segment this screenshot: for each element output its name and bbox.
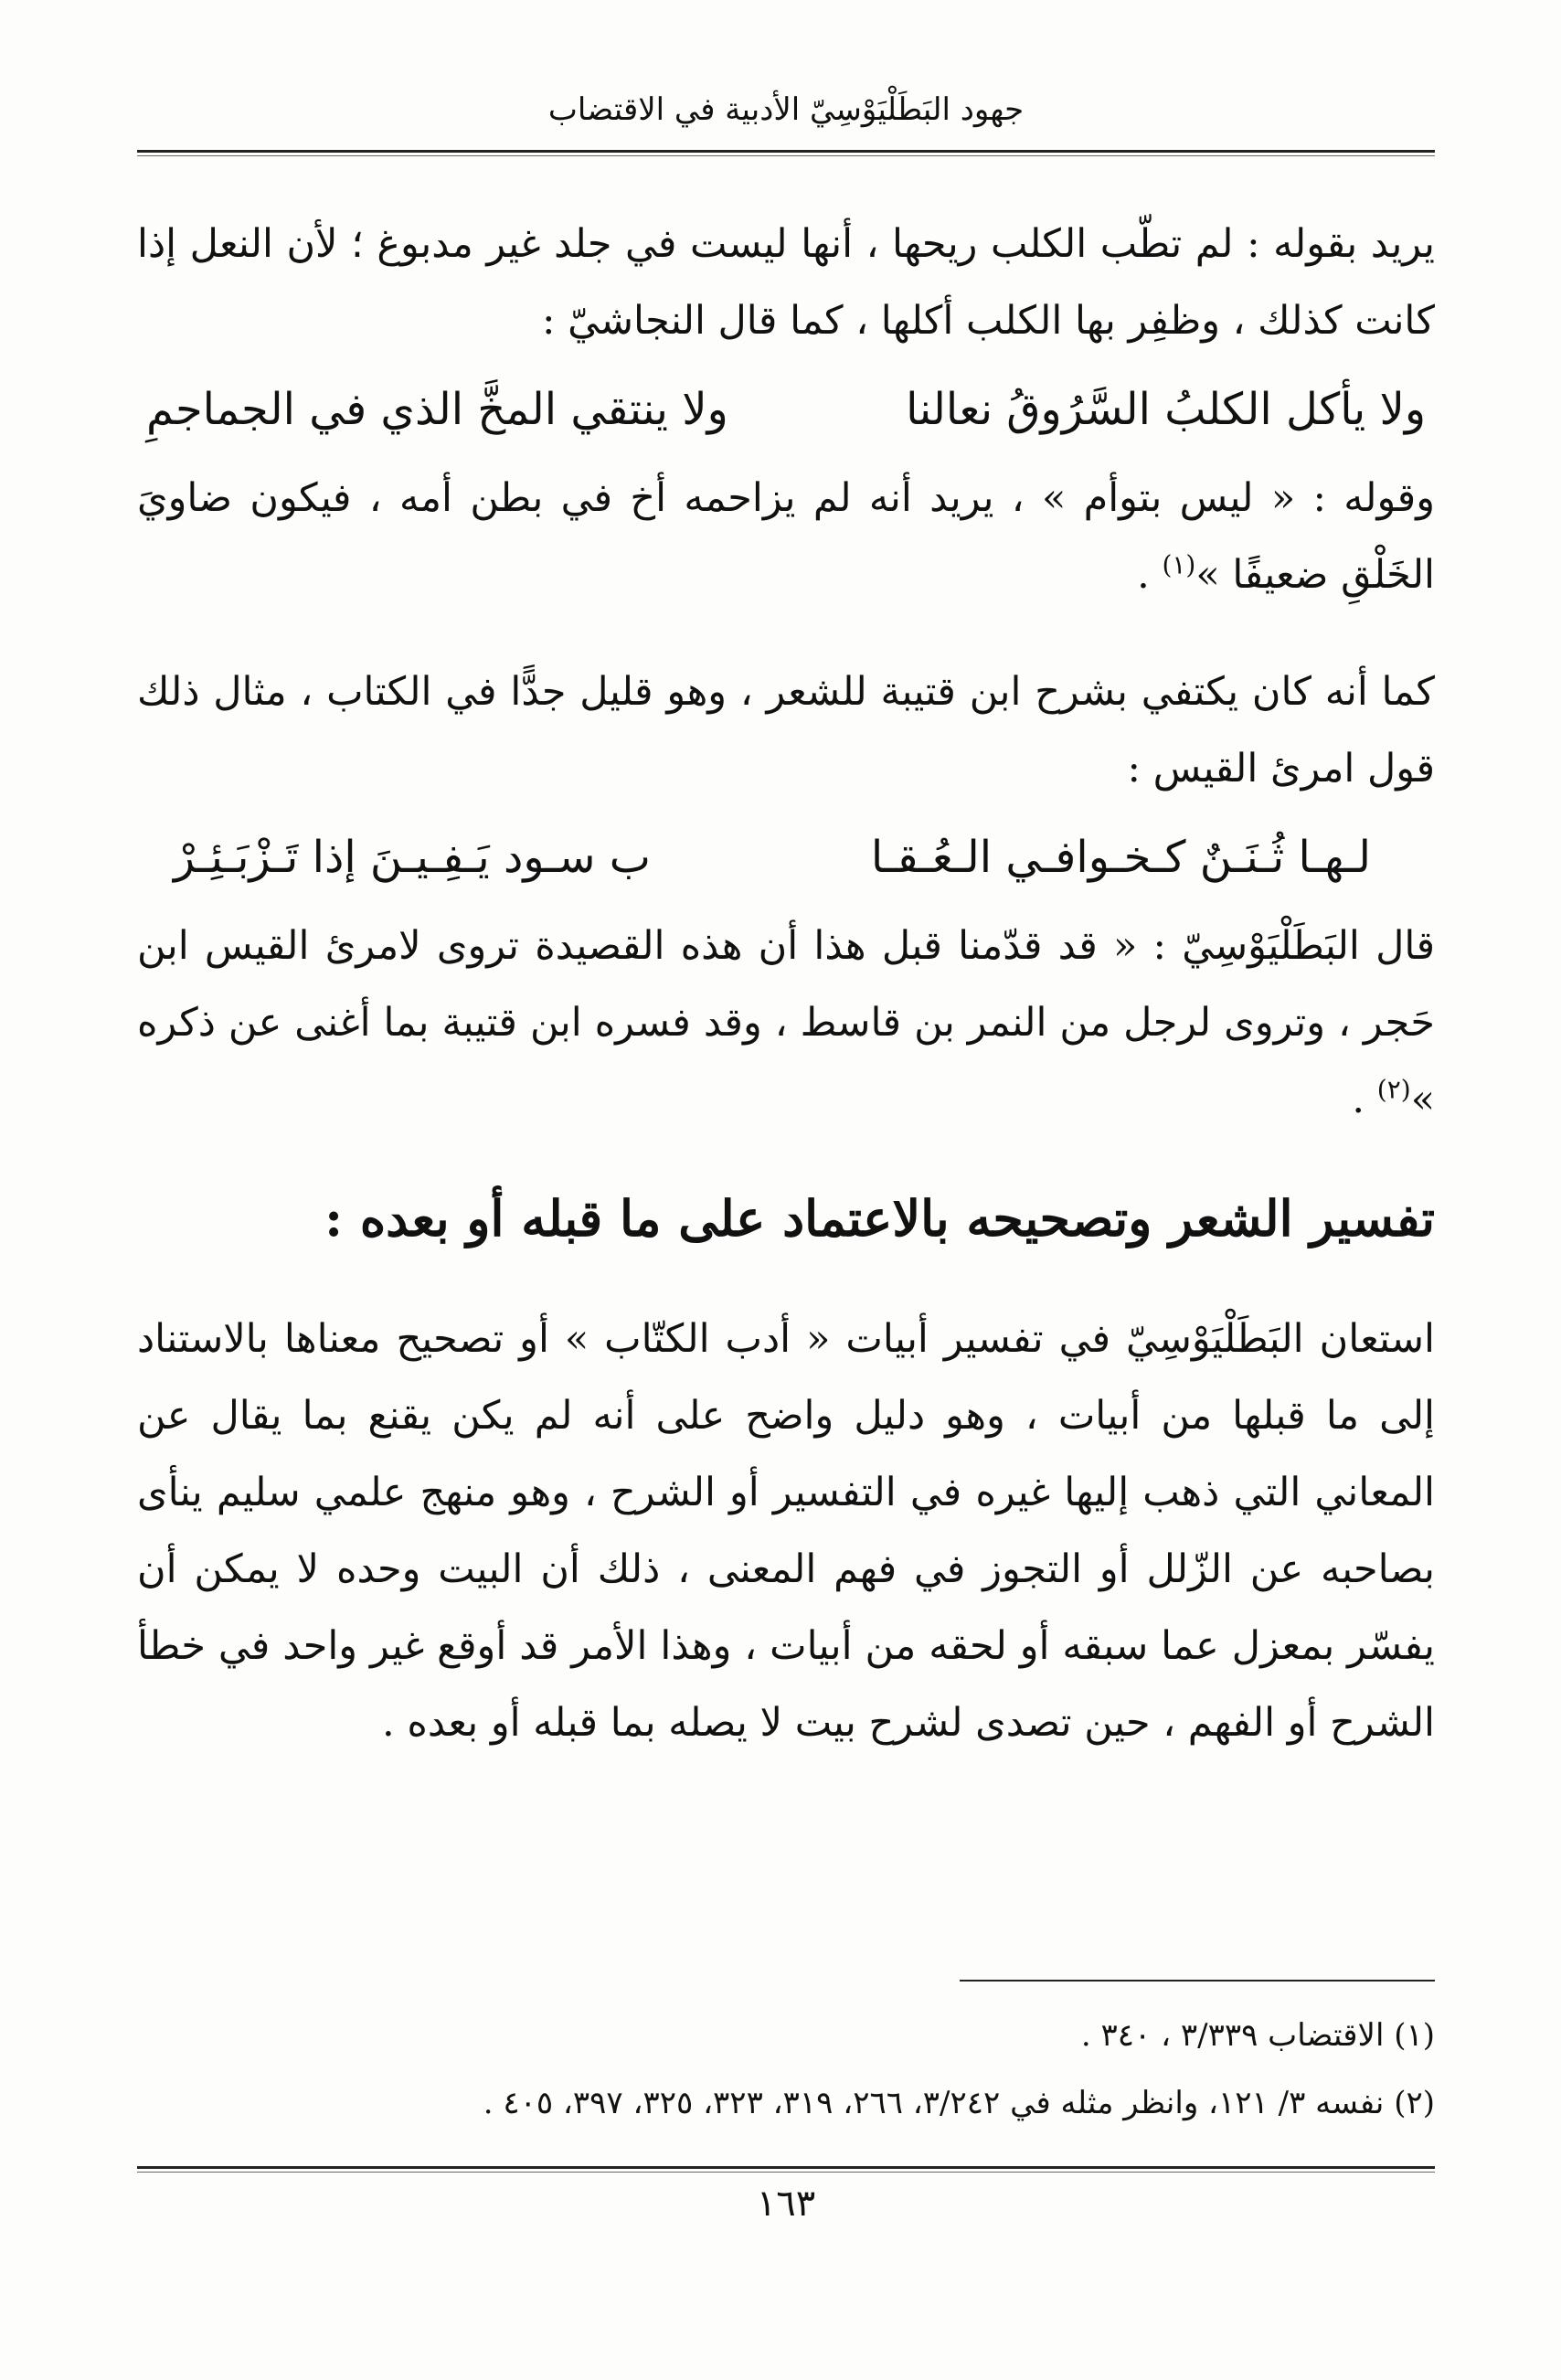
verse-first-hemistich: ولا يأكل الكلبُ السَّرُوقُ نعالنا	[906, 384, 1426, 435]
verse-najashi	[137, 365, 1435, 454]
paragraph-3: كما أنه كان يكتفي بشرح ابن قتيبة للشعر ، وهو قليل جدًّا في الكتاب ، مثال ذلك قول امرئ القيس :	[137, 669, 1435, 792]
footnote-marker-2: (٢)	[1376, 1074, 1411, 1105]
section-heading: تفسير الشعر وتصحيحه بالاعتماد على ما قبله أو بعده :	[324, 1189, 1435, 1248]
page-number: ١٦٣	[756, 2183, 816, 2225]
verse-first-hemistich: لـهـا ثُـنَـنٌ كـخـوافـي الـعُـقـا	[870, 832, 1371, 883]
paragraph-1: يريد بقوله : لم تطّب الكلب ريحها ، أنها ليست في جلد غير مدبوغ ؛ لأن النعل إذا كانت كذلك ، وظفِر بها الكلب أكلها ، كما قال النجاشيّ :	[137, 221, 1435, 344]
paragraph-4	[137, 908, 1435, 1138]
verse-second-hemistich: ب سـود يَـفِـيـنَ إذا تَـزْبَـئِـرْ	[174, 832, 651, 883]
footnote-separator	[960, 1980, 1435, 1982]
header-rule	[137, 150, 1435, 156]
page-body	[137, 206, 1435, 1761]
paragraph-2	[137, 460, 1435, 613]
footnote-1: (١) الاقتضاب ٣/٣٣٩ ، ٣٤٠ .	[1080, 2017, 1435, 2054]
paragraph-2-end: .	[1137, 552, 1163, 598]
footer-rule	[137, 2166, 1435, 2173]
footnote-2: (٢) نفسه ٣/ ١٢١، وانظر مثله في ٣/٢٤٢، ٢٦٦، ٣١٩، ٣٢٣، ٣٢٥، ٣٩٧، ٤٠٥ .	[483, 2085, 1435, 2121]
paragraph-4-text: قال البَطَلْيَوْسِيّ : « قد قدّمنا قبل هذا أن هذه القصيدة تروى لامرئ القيس ابن حَجر ، وتروى لرجل من النمر بن قاسط ، وقد فسره ابن قتيبة بما أغنى عن ذكره »	[137, 923, 1435, 1122]
verse-imru-al-qays	[137, 813, 1435, 902]
footnotes	[137, 2002, 1435, 2137]
paragraph-2-text: وقوله : « ليس بتوأم » ، يريد أنه لم يزاحمه أخ في بطن أمه ، فيكون ضاويَ الخَلْقِ ضعيفًا »	[137, 475, 1435, 598]
running-header: جهود البَطَلْيَوْسِيّ الأدبية في الاقتضاب	[547, 91, 1025, 128]
spacer	[137, 613, 1435, 653]
footnote-marker-1: (١)	[1162, 549, 1196, 580]
paragraph-4-end: .	[1352, 1077, 1377, 1122]
paragraph-5: استعان البَطَلْيَوْسِيّ في تفسير أبيات « أدب الكتّاب » أو تصحيح معناها بالاستناد إلى ما قبلها من أبيات ، وهو دليل واضح على أنه لم يكن يقنع بما يقال عن المعاني التي ذهب إليها غيره في التفسير أو الشرح ، وهو منهج علمي سليم ينأى بصاحبه عن الزّلل أو التجوز في فهم المعنى ، ذلك أن البيت وحده لا يمكن أن يفسّر بمعزل عما سبقه أو لحقه من أبيات ، وهذا الأمر قد أوقع غير واحد في خطأ الشرح أو الفهم ، حين تصدى لشرح بيت لا يصله بما قبله أو بعده .	[137, 1316, 1435, 1746]
verse-second-hemistich: ولا ينتقي المخَّ الذي في الجماجمِ	[146, 384, 728, 435]
